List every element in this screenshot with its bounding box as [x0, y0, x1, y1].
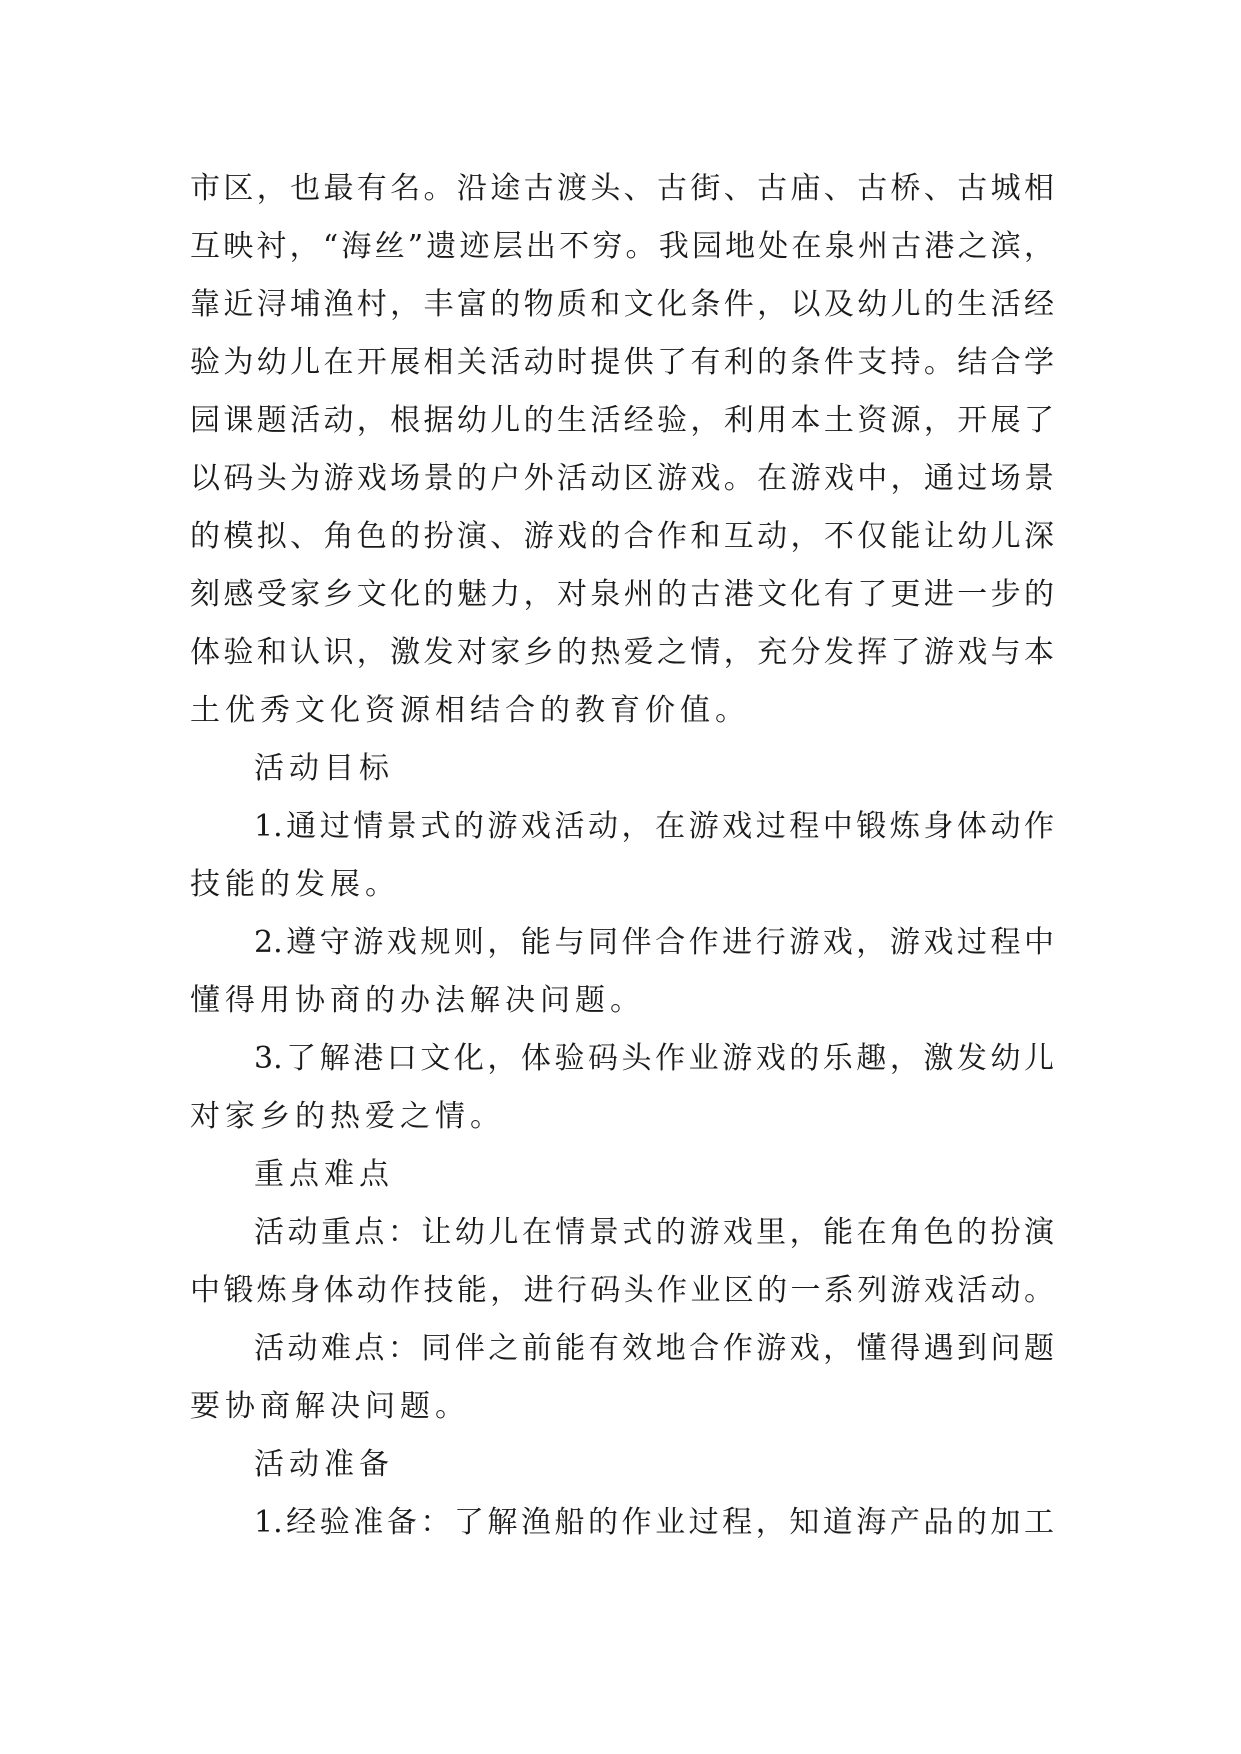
text-line: 互映衬，“海丝”遗迹层出不穷。我园地处在泉州古港之滨，: [190, 229, 1054, 264]
text-line: 园课题活动，根据幼儿的生活经验，利用本土资源，开展了: [190, 403, 1054, 438]
text-line: 的模拟、角色的扮演、游戏的合作和互动，不仅能让幼儿深: [190, 519, 1054, 554]
text-line: 对家乡的热爱之情。: [190, 1099, 505, 1134]
text-line: 验为幼儿在开展相关活动时提供了有利的条件支持。结合学: [190, 345, 1054, 380]
text-line: 靠近浔埔渔村，丰富的物质和文化条件，以及幼儿的生活经: [190, 287, 1054, 322]
text-line: 市区，也最有名。沿途古渡头、古街、古庙、古桥、古城相: [190, 171, 1054, 206]
text-line: 刻感受家乡文化的魅力，对泉州的古港文化有了更进一步的: [190, 577, 1054, 612]
document-body: [190, 160, 1054, 1552]
text-line: 土优秀文化资源相结合的教育价值。: [190, 693, 750, 728]
text-line: 技能的发展。: [190, 867, 400, 902]
text-line: 活动目标: [254, 751, 394, 786]
text-line: 活动难点：同伴之前能有效地合作游戏，懂得遇到问题: [254, 1331, 1054, 1366]
text-line: 2.遵守游戏规则，能与同伴合作进行游戏，游戏过程中: [254, 925, 1054, 960]
text-line: 活动准备: [254, 1447, 394, 1482]
text-line: 1.经验准备：了解渔船的作业过程，知道海产品的加工: [254, 1505, 1054, 1540]
text-line: 懂得用协商的办法解决问题。: [190, 983, 645, 1018]
text-line: 活动重点：让幼儿在情景式的游戏里，能在角色的扮演: [254, 1215, 1054, 1250]
text-line: 体验和认识，激发对家乡的热爱之情，充分发挥了游戏与本: [190, 635, 1054, 670]
text-line: 重点难点: [254, 1157, 394, 1192]
text-line: 1.通过情景式的游戏活动，在游戏过程中锻炼身体动作: [254, 809, 1054, 844]
text-line: 中锻炼身体动作技能，进行码头作业区的一系列游戏活动。: [190, 1273, 1054, 1308]
text-line: 要协商解决问题。: [190, 1389, 470, 1424]
text-line: 以码头为游戏场景的户外活动区游戏。在游戏中，通过场景: [190, 461, 1054, 496]
text-line: 3.了解港口文化，体验码头作业游戏的乐趣，激发幼儿: [254, 1041, 1054, 1076]
